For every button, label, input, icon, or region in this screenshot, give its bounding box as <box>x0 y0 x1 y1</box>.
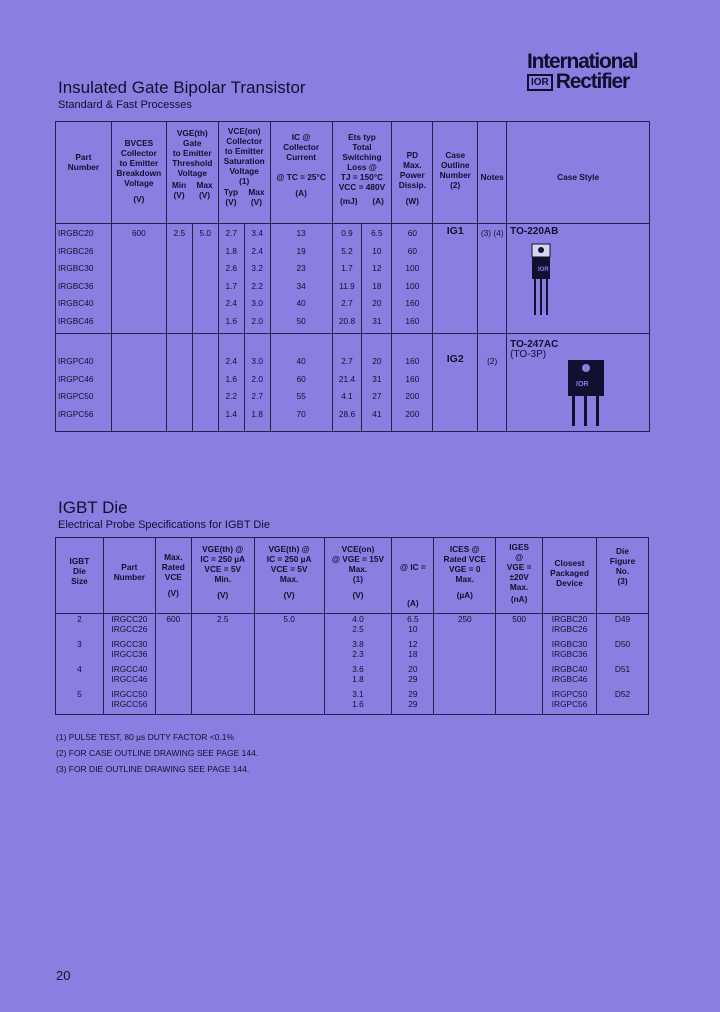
to220-package-icon <box>510 241 570 323</box>
hdr-vgeth-max: Max (V) <box>196 180 213 200</box>
cell-value: 1.6 <box>352 699 364 709</box>
cell-value: 12 <box>408 639 418 649</box>
g1-pd-1: 60 <box>407 245 417 256</box>
g1-part-0: IRGBC20 <box>58 228 94 238</box>
die-vce-cell <box>155 689 191 715</box>
cell-value: 29 <box>408 689 418 699</box>
brand-line1: International <box>527 50 638 73</box>
brand-line2-row <box>527 72 655 92</box>
g1-pd-0: 60 <box>407 228 417 238</box>
die-ic-cell <box>392 689 434 715</box>
die-iges-cell <box>496 614 543 640</box>
hdr2-vth-min: VGE(th) @ IC = 250 µA VCE = 5V Min. (V) <box>191 538 254 614</box>
die-ic-cell <box>392 664 434 689</box>
g1-max-0: 3.4 <box>251 228 263 238</box>
die-ices-cell <box>434 639 496 664</box>
hdr-ic: IC @ Collector Current @ TC = 25°C (A) <box>270 122 332 224</box>
die-vmax-cell <box>254 614 324 640</box>
die-closest-cell <box>543 639 597 664</box>
hdr-vgeth: VGE(th) Gate to Emitter Threshold Voltage Min (V) Max (V) <box>166 122 218 224</box>
g1-typ-4: 2.4 <box>225 298 237 308</box>
cell-value: 3.1 <box>352 689 364 699</box>
g1-eta-2: 12 <box>372 263 382 273</box>
g2-max-3: 1.8 <box>251 408 263 419</box>
g2-typ-3: 1.4 <box>225 408 237 419</box>
die-part-cell <box>103 614 155 640</box>
g2-ic-0: 40 <box>296 356 306 366</box>
die-vceon-cell <box>324 664 392 689</box>
cell-value: 2.5 <box>352 624 364 634</box>
g1-eta-3: 18 <box>372 280 382 291</box>
footnote-3: (3) FOR DIE OUTLINE DRAWING SEE PAGE 144. <box>56 764 250 774</box>
cell-value: 6.5 <box>407 614 419 624</box>
die-group-row <box>56 639 649 664</box>
footnote-2: (2) FOR CASE OUTLINE DRAWING SEE PAGE 144. <box>56 748 259 758</box>
g2-eta-2: 27 <box>372 391 382 401</box>
table2-header <box>56 538 649 614</box>
g1-parts <box>56 224 112 334</box>
g2-case: IG2 <box>433 334 478 432</box>
g2-ic-3: 70 <box>296 408 306 419</box>
cell-value: IRGBC30 <box>551 639 588 649</box>
cell-value: 2.3 <box>352 649 364 659</box>
die-ices: 250 <box>457 614 472 624</box>
g1-pd-4: 160 <box>405 298 420 308</box>
g2-ic-1: 60 <box>296 373 306 384</box>
g1-ets-2: 1.7 <box>341 263 353 273</box>
g2-eta-3: 41 <box>372 408 382 419</box>
cell-value: 20 <box>408 664 418 674</box>
svg-text:IOR: IOR <box>576 381 589 388</box>
hdr-bv: BVCES Collector to Emitter Breakdown Voltage (V) <box>111 122 166 224</box>
die-vmax-cell <box>254 689 324 715</box>
cell-value: IRGCC36 <box>111 649 148 659</box>
g1-ic-4: 40 <box>296 298 306 308</box>
hdr2-vce: Max. Rated VCE (V) <box>155 538 191 614</box>
die-size-cell <box>56 614 104 640</box>
g1-ic-1: 19 <box>296 245 306 256</box>
die-vmin-cell <box>191 614 254 640</box>
cell-value: 10 <box>408 624 418 634</box>
g2-ets-0: 2.7 <box>341 356 353 366</box>
g1-eta-1: 10 <box>372 245 382 256</box>
g1-part-5: IRGBC46 <box>58 315 94 326</box>
g2-part-3: IRGPC56 <box>58 408 94 419</box>
cell-value: IRGBC36 <box>551 649 588 659</box>
g1-typ-0: 2.7 <box>225 228 237 238</box>
hdr-case: Case Outline Number (2) <box>433 122 478 224</box>
hdr-style: Case Style <box>507 122 650 224</box>
g2-typ-2: 2.2 <box>225 391 237 401</box>
g1-max-2: 3.2 <box>251 263 263 273</box>
hdr2-size: IGBT Die Size <box>56 538 104 614</box>
die-vmax: 5.0 <box>283 614 295 624</box>
g1-part-2: IRGBC30 <box>58 263 94 273</box>
die-vmin-cell <box>191 639 254 664</box>
g1-max-1: 2.4 <box>251 245 263 256</box>
brand-logo <box>527 52 655 92</box>
die-size-cell <box>56 639 104 664</box>
die-size-cell <box>56 664 104 689</box>
g1-eta-5: 31 <box>372 315 382 326</box>
g1-ets-3: 11.9 <box>339 280 355 291</box>
g1-style: TO-220AB <box>510 226 559 237</box>
g1-max-5: 2.0 <box>251 315 263 326</box>
g1-vmin: 2.5 <box>166 224 192 334</box>
die-size: 5 <box>77 689 82 699</box>
brand-line2: Rectifier <box>555 70 630 93</box>
cell-value: 3.8 <box>352 639 364 649</box>
g2-part-2: IRGPC50 <box>58 391 94 401</box>
g2-part-0: IRGPC40 <box>58 356 94 366</box>
table1-group1 <box>56 224 650 334</box>
g2-max-0: 3.0 <box>251 356 263 366</box>
g1-pd-2: 100 <box>405 263 420 273</box>
die-fig-cell <box>597 639 649 664</box>
cell-value: IRGCC30 <box>111 639 148 649</box>
g2-style2: (TO-3P) <box>510 349 547 360</box>
die-fig: D50 <box>614 639 631 649</box>
die-ices-cell <box>434 689 496 715</box>
die-vmax-cell <box>254 639 324 664</box>
section2-title: IGBT Die <box>58 498 128 517</box>
hdr-vcesat-max: Max (V) <box>248 187 265 207</box>
hdr2-fig: Die Figure No. (3) <box>597 538 649 614</box>
cell-value: 3.6 <box>352 664 364 674</box>
cell-value: IRGCC40 <box>111 664 148 674</box>
cell-value: IRGPC56 <box>551 699 588 709</box>
g1-ic-3: 34 <box>296 280 306 291</box>
die-vmin: 2.5 <box>216 614 229 624</box>
hdr2-ic: @ IC = (A) <box>392 538 434 614</box>
die-group-row <box>56 614 649 640</box>
cell-value: IRGCC50 <box>111 689 148 699</box>
g1-ic-5: 50 <box>296 315 306 326</box>
g1-part-3: IRGBC36 <box>58 280 94 291</box>
hdr-part: Part Number <box>56 122 112 224</box>
g2-part-1: IRGPC46 <box>58 373 94 384</box>
die-size-cell <box>56 689 104 715</box>
hdr2-vceon: VCE(on) @ VGE = 15V Max. (1) (V) <box>324 538 392 614</box>
cell-value: 29 <box>408 699 418 709</box>
hdr-vgeth-min: Min (V) <box>171 180 187 200</box>
g1-ets-5: 20.8 <box>338 315 356 326</box>
g1-typ-5: 1.6 <box>225 315 237 326</box>
die-vmax-cell <box>254 664 324 689</box>
die-part-cell <box>103 664 155 689</box>
die-fig-cell <box>597 689 649 715</box>
die-group-row <box>56 664 649 689</box>
die-fig: D52 <box>614 689 631 699</box>
g1-ets-0: 0.9 <box>341 228 353 238</box>
cell-value: 4.0 <box>352 614 364 624</box>
g1-ic-2: 23 <box>296 263 306 273</box>
die-vce-cell <box>155 614 191 640</box>
g1-case: IG1 <box>433 224 478 334</box>
section2-subtitle: Electrical Probe Specifications for IGBT Die <box>58 519 270 531</box>
die-fig: D51 <box>614 664 631 674</box>
g2-eta-0: 20 <box>372 356 382 366</box>
die-vmin-cell <box>191 689 254 715</box>
igbt-die-table <box>55 537 649 715</box>
die-ic-cell <box>392 614 434 640</box>
die-ic-cell <box>392 639 434 664</box>
g1-vmax: 5.0 <box>192 224 218 334</box>
g1-ets-1: 5.2 <box>341 245 353 256</box>
g2-ets-2: 4.1 <box>341 391 353 401</box>
g1-typ-2: 2.6 <box>225 263 237 273</box>
die-vmin-cell <box>191 664 254 689</box>
svg-text:IOR: IOR <box>538 267 549 273</box>
g2-max-2: 2.7 <box>251 391 263 401</box>
g1-pd-3: 100 <box>405 280 420 291</box>
die-part-cell <box>103 689 155 715</box>
die-iges-cell <box>496 689 543 715</box>
die-iges: 500 <box>512 614 527 624</box>
table1-header <box>56 122 650 224</box>
die-size: 2 <box>77 614 82 624</box>
g2-ets-1: 21.4 <box>338 373 356 384</box>
die-vceon-cell <box>324 639 392 664</box>
cell-value: 18 <box>408 649 418 659</box>
hdr-vcesat-typ: Typ (V) <box>223 187 239 207</box>
page-number: 20 <box>56 968 71 983</box>
die-vceon-cell <box>324 689 392 715</box>
cell-value: IRGBC40 <box>551 664 588 674</box>
die-part-cell <box>103 639 155 664</box>
cell-value: IRGBC26 <box>551 624 588 634</box>
g2-pd-3: 200 <box>405 408 420 419</box>
g2-pd-2: 200 <box>405 391 420 401</box>
die-iges-cell <box>496 664 543 689</box>
g1-max-3: 2.2 <box>251 280 263 291</box>
hdr-pd: PD Max. Power Dissip. (W) <box>392 122 433 224</box>
g1-bv: 600 <box>111 224 166 334</box>
hdr2-closest: Closest Packaged Device <box>543 538 597 614</box>
die-size: 4 <box>77 664 82 674</box>
g1-typ-3: 1.7 <box>225 280 237 291</box>
section1-subtitle: Standard & Fast Processes <box>58 99 192 111</box>
hdr-vcesat: VCE(on) Collector to Emitter Saturation Voltage (1) Typ (V) Max (V) <box>218 122 270 224</box>
hdr-notes: Notes <box>478 122 507 224</box>
g1-part-4: IRGBC40 <box>58 298 94 308</box>
die-closest-cell <box>543 664 597 689</box>
g2-typ-0: 2.4 <box>225 356 237 366</box>
die-iges-cell <box>496 639 543 664</box>
to247-package-icon <box>510 360 610 428</box>
table1-group2 <box>56 334 650 432</box>
g1-ets-4: 2.7 <box>341 298 353 308</box>
die-closest-cell <box>543 689 597 715</box>
cell-value: IRGCC56 <box>111 699 148 709</box>
hdr-ets: Ets typ Total Switching Loss @ TJ = 150°C VCC = 480V (mJ) (A) <box>332 122 392 224</box>
g2-eta-1: 31 <box>372 373 382 384</box>
die-vce-cell <box>155 664 191 689</box>
g2-ets-3: 28.6 <box>338 408 356 419</box>
die-vce: 600 <box>166 614 181 624</box>
ior-logo: IOR <box>527 74 553 91</box>
igbt-table <box>55 121 650 432</box>
cell-value: IRGCC20 <box>111 614 148 624</box>
die-ices-cell <box>434 664 496 689</box>
cell-value: 29 <box>408 674 418 684</box>
g1-part-1: IRGBC26 <box>58 245 94 256</box>
die-fig-cell <box>597 614 649 640</box>
g1-notes: (3) (4) <box>478 224 507 334</box>
die-vce-cell <box>155 639 191 664</box>
g1-ic-0: 13 <box>296 228 306 238</box>
g2-pd-1: 160 <box>405 373 420 384</box>
die-ices-cell <box>434 614 496 640</box>
hdr2-iges: IGES @ VGE = ±20V Max. (nA) <box>496 538 543 614</box>
die-fig: D49 <box>614 614 631 624</box>
die-size: 3 <box>77 639 82 649</box>
die-fig-cell <box>597 664 649 689</box>
cell-value: IRGCC46 <box>111 674 148 684</box>
footnote-1: (1) PULSE TEST, 80 µs DUTY FACTOR <0.1% <box>56 732 235 742</box>
cell-value: IRGCC26 <box>111 624 148 634</box>
die-group-row <box>56 689 649 715</box>
g1-eta-4: 20 <box>372 298 382 308</box>
hdr2-vth-max: VGE(th) @ IC = 250 µA VCE = 5V Max. (V) <box>254 538 324 614</box>
g2-pd-0: 160 <box>405 356 420 366</box>
die-closest-cell <box>543 614 597 640</box>
cell-value: IRGBC46 <box>551 674 588 684</box>
cell-value: IRGPC50 <box>551 689 588 699</box>
cell-value: IRGBC20 <box>551 614 588 624</box>
g2-style: TO-247AC <box>510 339 559 350</box>
g2-ic-2: 55 <box>296 391 306 401</box>
g1-max-4: 3.0 <box>251 298 263 308</box>
g2-typ-1: 1.6 <box>225 373 237 384</box>
g1-pd-5: 160 <box>405 315 420 326</box>
die-vceon-cell <box>324 614 392 640</box>
g1-typ-1: 1.8 <box>225 245 237 256</box>
hdr2-part: Part Number <box>103 538 155 614</box>
section1-title: Insulated Gate Bipolar Transistor <box>58 78 306 97</box>
g2-max-1: 2.0 <box>251 373 263 384</box>
cell-value: 1.8 <box>352 674 364 684</box>
g2-notes: (2) <box>478 334 507 432</box>
g1-eta-0: 6.5 <box>371 228 383 238</box>
hdr2-ices: ICES @ Rated VCE VGE = 0 Max. (µA) <box>434 538 496 614</box>
